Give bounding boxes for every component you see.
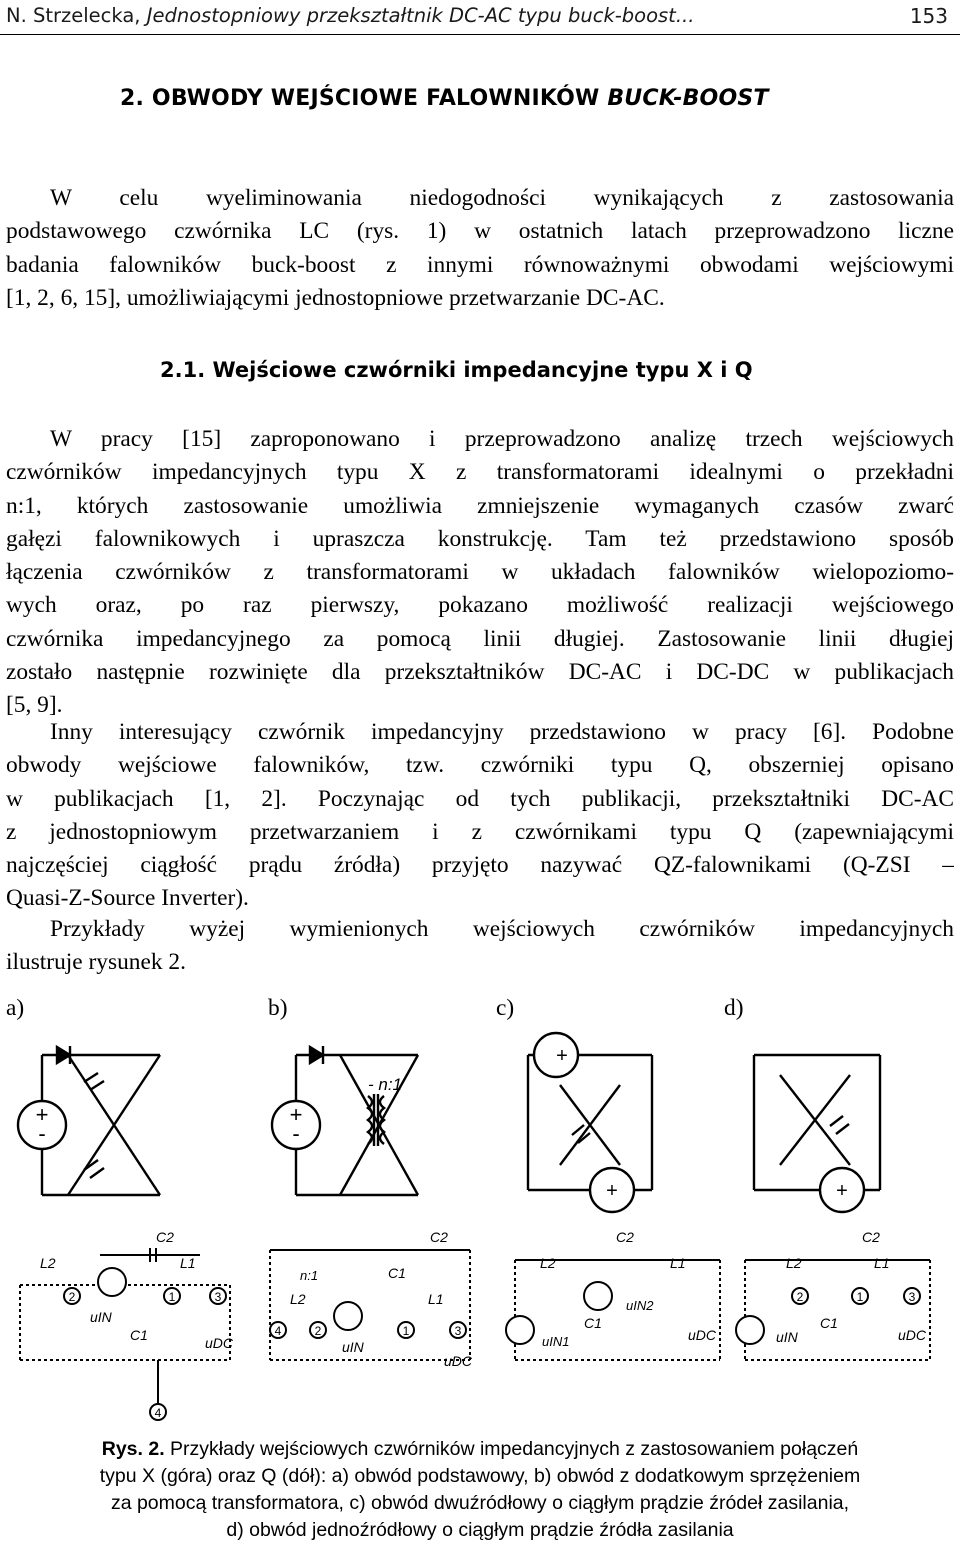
node-4: 4: [274, 1324, 282, 1338]
text-line: [5, 9].: [6, 692, 63, 719]
caption-line: d) obwód jednoźródłowy o ciągłym prądzie źródła zasilania: [226, 1519, 734, 1541]
header-rule: [0, 34, 960, 35]
voltage-source-icon: [334, 1302, 362, 1330]
label-l1: L1: [874, 1255, 890, 1271]
running-header-title: [6, 4, 694, 27]
label-uin: uIN: [776, 1329, 798, 1345]
section-heading: [120, 86, 769, 111]
text-line: łączenia czwórników z transformatorami w układach falowników wielopoziomo-: [6, 559, 954, 586]
label-l1: L1: [428, 1291, 444, 1307]
node-1: 1: [856, 1290, 864, 1304]
circuit-c-q: [506, 1260, 720, 1360]
text-line: n:1, których zastosowanie umożliwia zmniejszenie wymaganych czasów zwarć: [6, 492, 954, 519]
text-line: wych oraz, po raz pierwszy, pokazano możliwość realizacji wejściowego: [6, 592, 954, 619]
label-c1: C1: [388, 1265, 406, 1281]
circuit-figure: [0, 1030, 960, 1430]
circuit-c-x-dual-source: [528, 1033, 652, 1212]
node-2: 2: [314, 1324, 322, 1338]
label-c2: C2: [156, 1229, 174, 1245]
circuit-d-x-single-source: [754, 1055, 880, 1212]
text-line: czwórnika impedancyjnego za pomocą linii długiej. Zastosowanie linii długiej: [6, 625, 954, 652]
label-uin1: uIN1: [542, 1334, 570, 1349]
label-uin: uIN: [90, 1309, 112, 1325]
transformer-ratio-label: - n:1: [368, 1075, 403, 1094]
panel-label-c: c): [496, 995, 515, 1021]
node-2: 2: [68, 1290, 76, 1304]
text-line: Przykłady wyżej wymienionych wejściowych czwórników impedancyjnych: [50, 916, 954, 942]
label-uin: uIN: [342, 1339, 364, 1355]
node-3: 3: [214, 1290, 222, 1304]
label-c2: C2: [862, 1229, 880, 1245]
node-2: 2: [796, 1290, 804, 1304]
section-heading-text: 2. OBWODY WEJŚCIOWE FALOWNIKÓW: [120, 86, 608, 111]
label-l2: L2: [40, 1255, 56, 1271]
label-l2: L2: [290, 1291, 306, 1307]
label-c2: C2: [430, 1229, 448, 1245]
source-plus: +: [556, 1045, 568, 1067]
source-plus: +: [606, 1180, 618, 1202]
text-line: [1, 2, 6, 15], umożliwiającymi jednostopniowe przetwarzanie DC-AC.: [6, 284, 665, 311]
label-udc: uDC: [688, 1327, 717, 1343]
node-1: 1: [168, 1290, 176, 1304]
voltage-source-icon: [506, 1316, 534, 1344]
source-minus: -: [38, 1121, 46, 1146]
source-plus: +: [289, 1102, 303, 1127]
node-3: 3: [454, 1324, 462, 1338]
panel-label-d: d): [724, 995, 744, 1021]
panel-label-b: b): [268, 995, 288, 1021]
voltage-source-icon: [98, 1268, 126, 1296]
text-line: gałęzi falownikowych i upraszcza konstrukcję. Tam też przedstawiono sposób: [6, 525, 954, 552]
label-c1: C1: [820, 1315, 838, 1331]
label-l2: L2: [786, 1255, 802, 1271]
section-heading-italic: BUCK-BOOST: [607, 86, 769, 111]
transformer-icon: [368, 1096, 372, 1144]
text-line: ilustruje rysunek 2.: [6, 949, 186, 976]
paragraph-2: [6, 716, 954, 916]
header-title: Jednostopniowy przekształtnik DC-AC typu buck-boost...: [146, 4, 695, 27]
circuit-d-q: [736, 1260, 930, 1360]
label-l1: L1: [180, 1255, 196, 1271]
voltage-source-icon: [736, 1316, 764, 1344]
page-number: 153: [909, 4, 948, 28]
label-uin2: uIN2: [626, 1298, 654, 1313]
label-c1: C1: [130, 1327, 148, 1343]
node-1: 1: [402, 1324, 410, 1338]
text-line: Quasi-Z-Source Inverter).: [6, 885, 249, 912]
text-line: podstawowego czwórnika LC (rys. 1) w ostatnich latach przeprowadzono liczne: [6, 218, 954, 245]
label-l1: L1: [670, 1255, 686, 1271]
figure-caption: [0, 1436, 960, 1544]
source-plus: +: [35, 1102, 49, 1127]
diode-icon: [310, 1047, 323, 1063]
text-line: obwody wejściowe falowników, tzw. czwórniki typu Q, obszerniej opisano: [6, 752, 954, 779]
label-c1: C1: [584, 1315, 602, 1331]
caption-line: za pomocą transformatora, c) obwód dwuźródłowy o ciągłym prądzie źródeł zasilania,: [110, 1492, 850, 1514]
label-udc: uDC: [205, 1335, 234, 1351]
text-line: Inny interesujący czwórnik impedancyjny przedstawiono w pracy [6]. Podobne: [50, 719, 954, 745]
text-line: badania falowników buck-boost z innymi równoważnymi obwodami wejściowymi: [6, 251, 954, 278]
capacitor-icon: [84, 1073, 98, 1082]
label-l2: L2: [540, 1255, 556, 1271]
panel-label-a: a): [6, 995, 25, 1021]
caption-label: Rys. 2.: [101, 1438, 165, 1460]
text-line: najczęściej ciągłość prądu źródła) przyjęto nazywać QZ-falownikami (Q-ZSI –: [6, 852, 954, 879]
text-line: W celu wyeliminowania niedogodności wynikających z zastosowania: [50, 185, 954, 211]
paragraph-1: [6, 423, 954, 723]
caption-line: typu X (góra) oraz Q (dół): a) obwód podstawowy, b) obwód z dodatkowym sprzężeniem: [99, 1465, 861, 1487]
paragraph-3: [6, 913, 954, 980]
text-line: z jednostopniowym przetwarzaniem i z czwórnikami typu Q (zapewniającymi: [6, 818, 954, 845]
subsection-heading: 2.1. Wejściowe czwórniki impedancyjne typu X i Q: [160, 358, 753, 382]
caption-line: Przykłady wejściowych czwórników impedancyjnych z zastosowaniem połączeń: [170, 1438, 859, 1460]
node-3: 3: [908, 1290, 916, 1304]
circuit-a-q: [20, 1248, 230, 1420]
source-plus: +: [836, 1180, 848, 1202]
label-c2: C2: [616, 1229, 634, 1245]
capacitor-icon: [830, 1116, 843, 1126]
running-header: [0, 0, 960, 36]
label-udc: uDC: [898, 1327, 927, 1343]
header-author: N. Strzelecka,: [6, 4, 147, 27]
text-line: W pracy [15] zaproponowano i przeprowadzono analizę trzech wejściowych: [50, 426, 954, 452]
text-line: zostało następnie rozwinięte dla przekształtników DC-AC i DC-DC w publikacjach: [6, 659, 954, 686]
text-line: czwórników impedancyjnych typu X z transformatorami idealnymi o przekładni: [6, 459, 954, 486]
text-line: w publikacjach [1, 2]. Poczynając od tych publikacji, przekształtniki DC-AC: [6, 785, 954, 812]
source-minus: -: [292, 1121, 300, 1146]
intro-paragraph: [6, 182, 954, 315]
node-4: 4: [154, 1406, 162, 1420]
label-udc: uDC: [444, 1353, 473, 1369]
transformer-ratio-label: n:1: [300, 1268, 319, 1283]
voltage-source-icon: [584, 1282, 612, 1310]
